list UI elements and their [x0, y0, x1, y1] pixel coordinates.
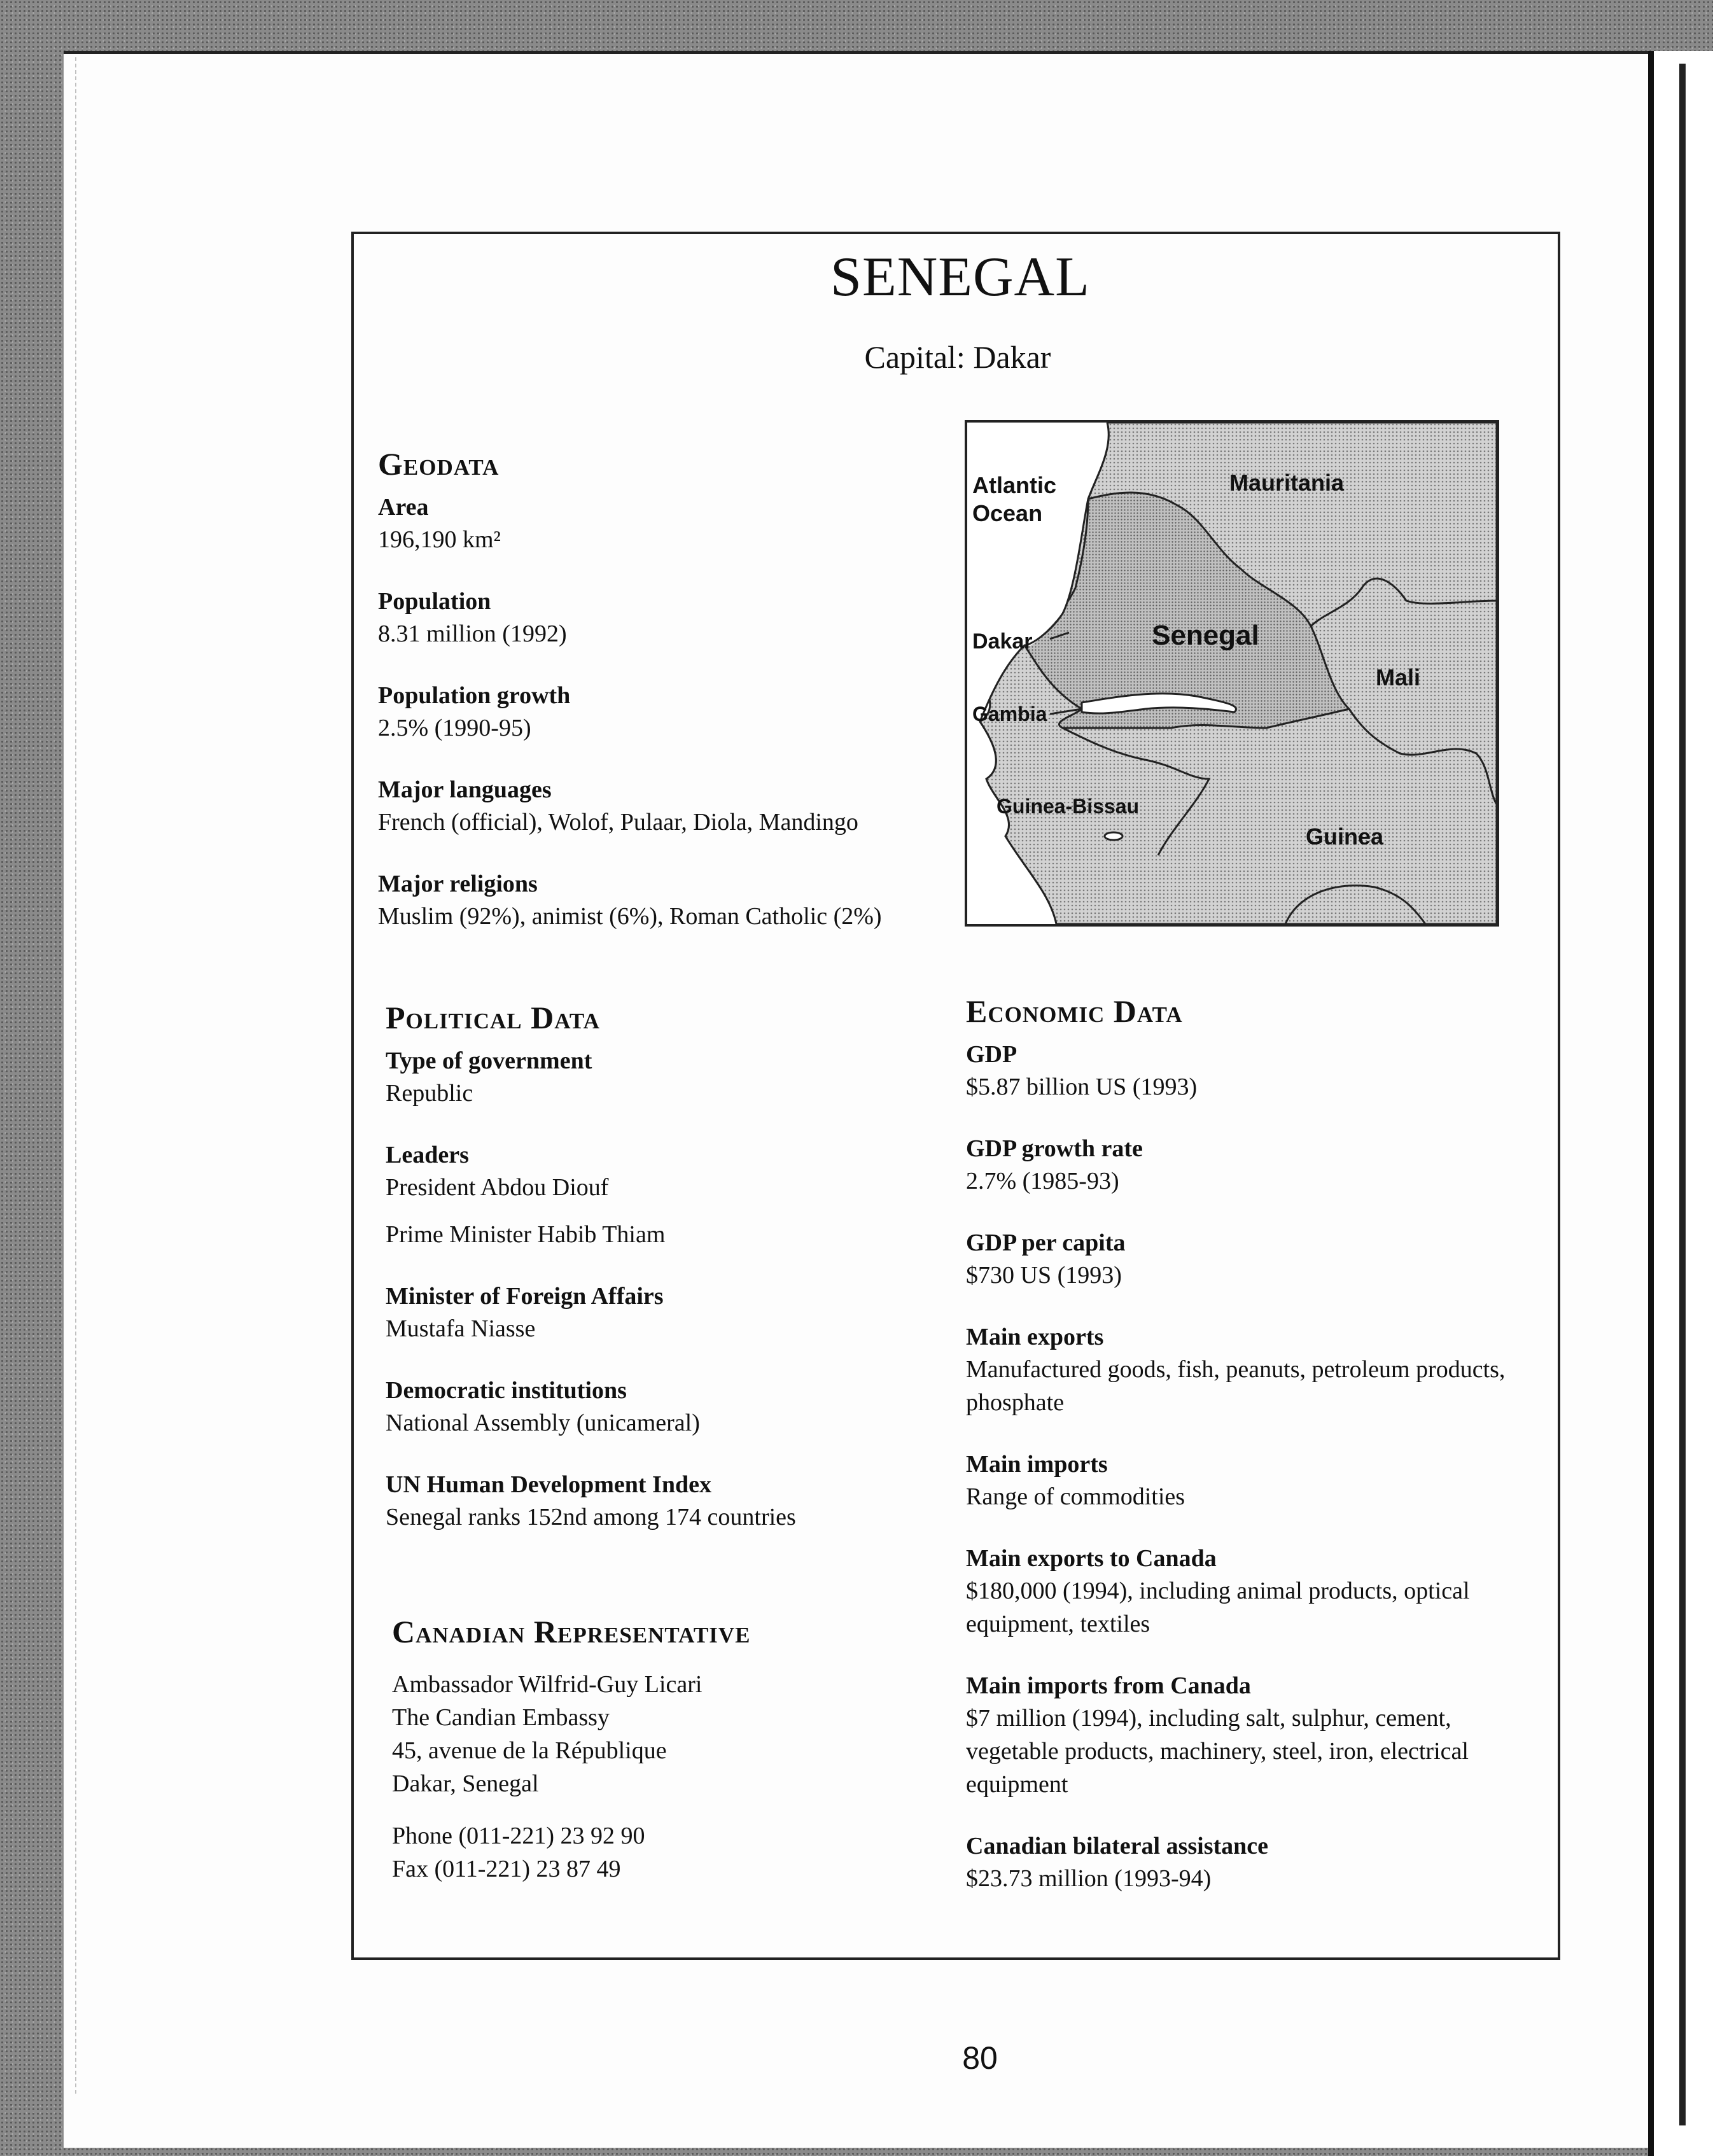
economic-item: [966, 1543, 1526, 1641]
map-label-mali: Mali: [1376, 664, 1421, 690]
geo-value: Muslim (92%), animist (6%), Roman Catholic (2%): [378, 903, 882, 930]
scan-edge-mark: [75, 57, 80, 2094]
political-value: Senegal ranks 152nd among 174 countries: [386, 1504, 796, 1530]
economic-value: $180,000 (1994), including animal products, optical equipment, textiles: [966, 1578, 1470, 1637]
map-label-atlantic: Atlantic: [972, 472, 1057, 498]
geo-label: Population: [378, 588, 491, 615]
geo-item: [378, 868, 951, 933]
address-line: Ambassador Wilfrid-Guy Licari: [392, 1671, 703, 1698]
page-title: SENEGAL: [830, 246, 1090, 308]
geodata-section: [378, 445, 951, 962]
geodata-heading: Geodata: [378, 446, 500, 482]
economic-label: Main imports: [966, 1451, 1108, 1478]
political-item: [386, 1139, 958, 1251]
political-item: [386, 1280, 958, 1345]
address-line: 45, avenue de la République: [392, 1737, 667, 1764]
map-label-guinea: Guinea: [1306, 823, 1384, 850]
economic-label: Main imports from Canada: [966, 1672, 1251, 1699]
economic-item: [966, 1133, 1526, 1198]
geo-value: 2.5% (1990-95): [378, 715, 531, 741]
address-line: Dakar, Senegal: [392, 1770, 539, 1797]
phone-line: Phone (011-221) 23 92 90: [392, 1823, 645, 1849]
fax-line: Fax (011-221) 23 87 49: [392, 1856, 621, 1882]
address-line: The Candian Embassy: [392, 1704, 610, 1731]
page-binding-edge: [1648, 51, 1713, 2156]
economic-label: GDP per capita: [966, 1229, 1126, 1256]
geo-value: 8.31 million (1992): [378, 620, 567, 647]
political-value: National Assembly (unicameral): [386, 1410, 700, 1436]
capital-line: Capital: Dakar: [864, 339, 1051, 375]
geo-value: French (official), Wolof, Pulaar, Diola, Mandingo: [378, 809, 858, 836]
political-value: Republic: [386, 1080, 473, 1107]
map-label-gambia: Gambia: [972, 703, 1047, 725]
political-label: UN Human Development Index: [386, 1471, 711, 1498]
economic-value: $23.73 million (1993-94): [966, 1865, 1212, 1892]
political-value: Prime Minister Habib Thiam: [386, 1221, 666, 1248]
geo-item: [378, 774, 951, 839]
political-item: [386, 1375, 958, 1439]
economic-item: [966, 1670, 1526, 1801]
political-label: Leaders: [386, 1142, 469, 1168]
economic-item: [966, 1321, 1526, 1419]
economic-item: [966, 1039, 1526, 1103]
geo-value: 196,190 km²: [378, 526, 501, 553]
map-label-ocean: Ocean: [972, 500, 1043, 526]
political-label: Democratic institutions: [386, 1377, 627, 1404]
senegal-map: [965, 420, 1499, 927]
map-label-guinea-bissau: Guinea-Bissau: [996, 795, 1140, 818]
page-number: 80: [962, 2040, 998, 2076]
map-label-mauritania: Mauritania: [1229, 470, 1345, 496]
map-label-senegal: Senegal: [1152, 620, 1259, 651]
geo-label: Area: [378, 494, 429, 521]
canadian-rep-heading: Canadian Representative: [392, 1614, 751, 1649]
economic-value: Manufactured goods, fish, peanuts, petroleum products, phosphate: [966, 1356, 1506, 1416]
geo-item: [378, 680, 951, 745]
economic-item: [966, 1448, 1526, 1513]
economic-label: Canadian bilateral assistance: [966, 1833, 1269, 1859]
geo-item: [378, 585, 951, 650]
political-item: [386, 1469, 958, 1534]
political-item: [386, 1045, 958, 1110]
economic-value: Range of commodities: [966, 1483, 1185, 1510]
political-value: President Abdou Diouf: [386, 1174, 609, 1201]
economic-item: [966, 1830, 1526, 1895]
map-label-dakar: Dakar: [972, 629, 1033, 654]
geo-label: Major languages: [378, 776, 552, 803]
geo-label: Major religions: [378, 871, 538, 897]
economic-label: GDP growth rate: [966, 1135, 1143, 1162]
economic-label: Main exports: [966, 1324, 1104, 1350]
economic-value: $5.87 billion US (1993): [966, 1074, 1198, 1100]
economic-heading: Economic Data: [966, 993, 1183, 1029]
economic-label: Main exports to Canada: [966, 1545, 1217, 1572]
economic-label: GDP: [966, 1041, 1017, 1068]
political-label: Type of government: [386, 1047, 592, 1074]
economic-value: 2.7% (1985-93): [966, 1168, 1119, 1194]
economic-item: [966, 1227, 1526, 1292]
bijagos-island: [1105, 832, 1122, 840]
economic-value: $730 US (1993): [966, 1262, 1122, 1289]
economic-value: $7 million (1994), including salt, sulphur, cement, vegetable products, machinery, steel, iron, electrical equipment: [966, 1705, 1469, 1798]
political-heading: Political Data: [386, 1000, 600, 1035]
geo-label: Population growth: [378, 682, 571, 709]
political-label: Minister of Foreign Affairs: [386, 1283, 664, 1310]
political-value: Mustafa Niasse: [386, 1315, 536, 1342]
geo-item: [378, 491, 951, 556]
canadian-representative-section: [392, 1613, 965, 1886]
economic-section: [966, 993, 1526, 1924]
political-section: [386, 999, 958, 1563]
